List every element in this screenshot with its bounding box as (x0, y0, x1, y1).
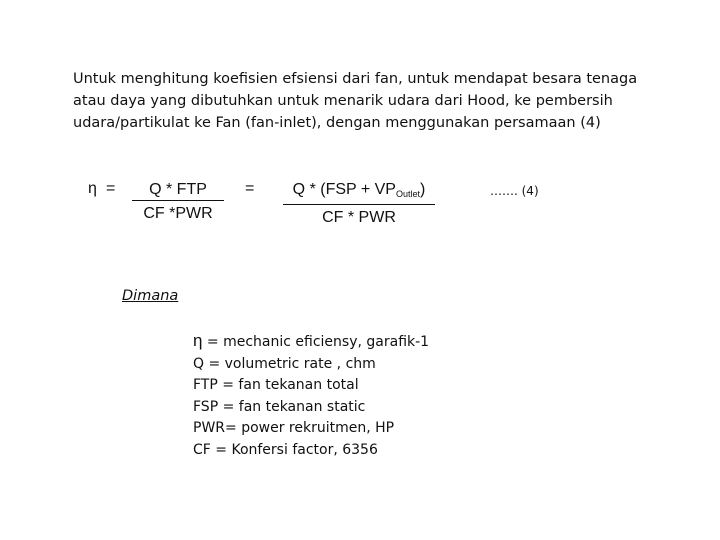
definition-eta (193, 330, 429, 354)
definition-eta-symbol: η (193, 331, 203, 350)
dimana-heading: Dimana (122, 288, 179, 304)
fraction-1-numerator: Q * FTP (132, 180, 224, 201)
intro-line-3: udara/partikulat ke Fan (fan-inlet), dengan menggunakan persamaan (4) (73, 115, 601, 131)
equation-number: ……. (4) (490, 184, 539, 198)
equals-sign-1: = (106, 180, 116, 197)
definition-fsp: FSP = fan tekanan static (193, 398, 366, 415)
fraction-2 (283, 180, 435, 229)
definition-q: Q = volumetric rate , chm (193, 355, 376, 372)
fraction-2-numerator-main: Q * (FSP + VP (292, 181, 396, 198)
definitions-list (193, 330, 429, 461)
fraction-1 (132, 180, 224, 225)
definition-ftp: FTP = fan tekanan total (193, 377, 359, 393)
eta-symbol: η (88, 180, 97, 197)
intro-line-1: Untuk menghitung koefisien efsiensi dari fan, untuk mendapat besara tenaga (73, 71, 638, 87)
definition-pwr: PWR= power rekruitmen, HP (193, 420, 395, 436)
intro-line-2: atau daya yang dibutuhkan untuk menarik udara dari Hood, ke pembersih (73, 93, 613, 109)
equals-sign-2: = (245, 180, 255, 197)
fraction-2-numerator (283, 180, 435, 205)
definition-cf: CF = Konfersi factor, 6356 (193, 441, 378, 458)
outlet-subscript: Outlet (395, 189, 420, 199)
fraction-1-denominator: CF *PWR (143, 205, 213, 222)
fraction-2-numerator-close: ) (419, 181, 426, 198)
fraction-2-denominator: CF * PWR (322, 209, 396, 226)
definition-eta-text: = mechanic eficiensy, garafik-1 (202, 334, 430, 350)
intro-paragraph (73, 68, 673, 134)
